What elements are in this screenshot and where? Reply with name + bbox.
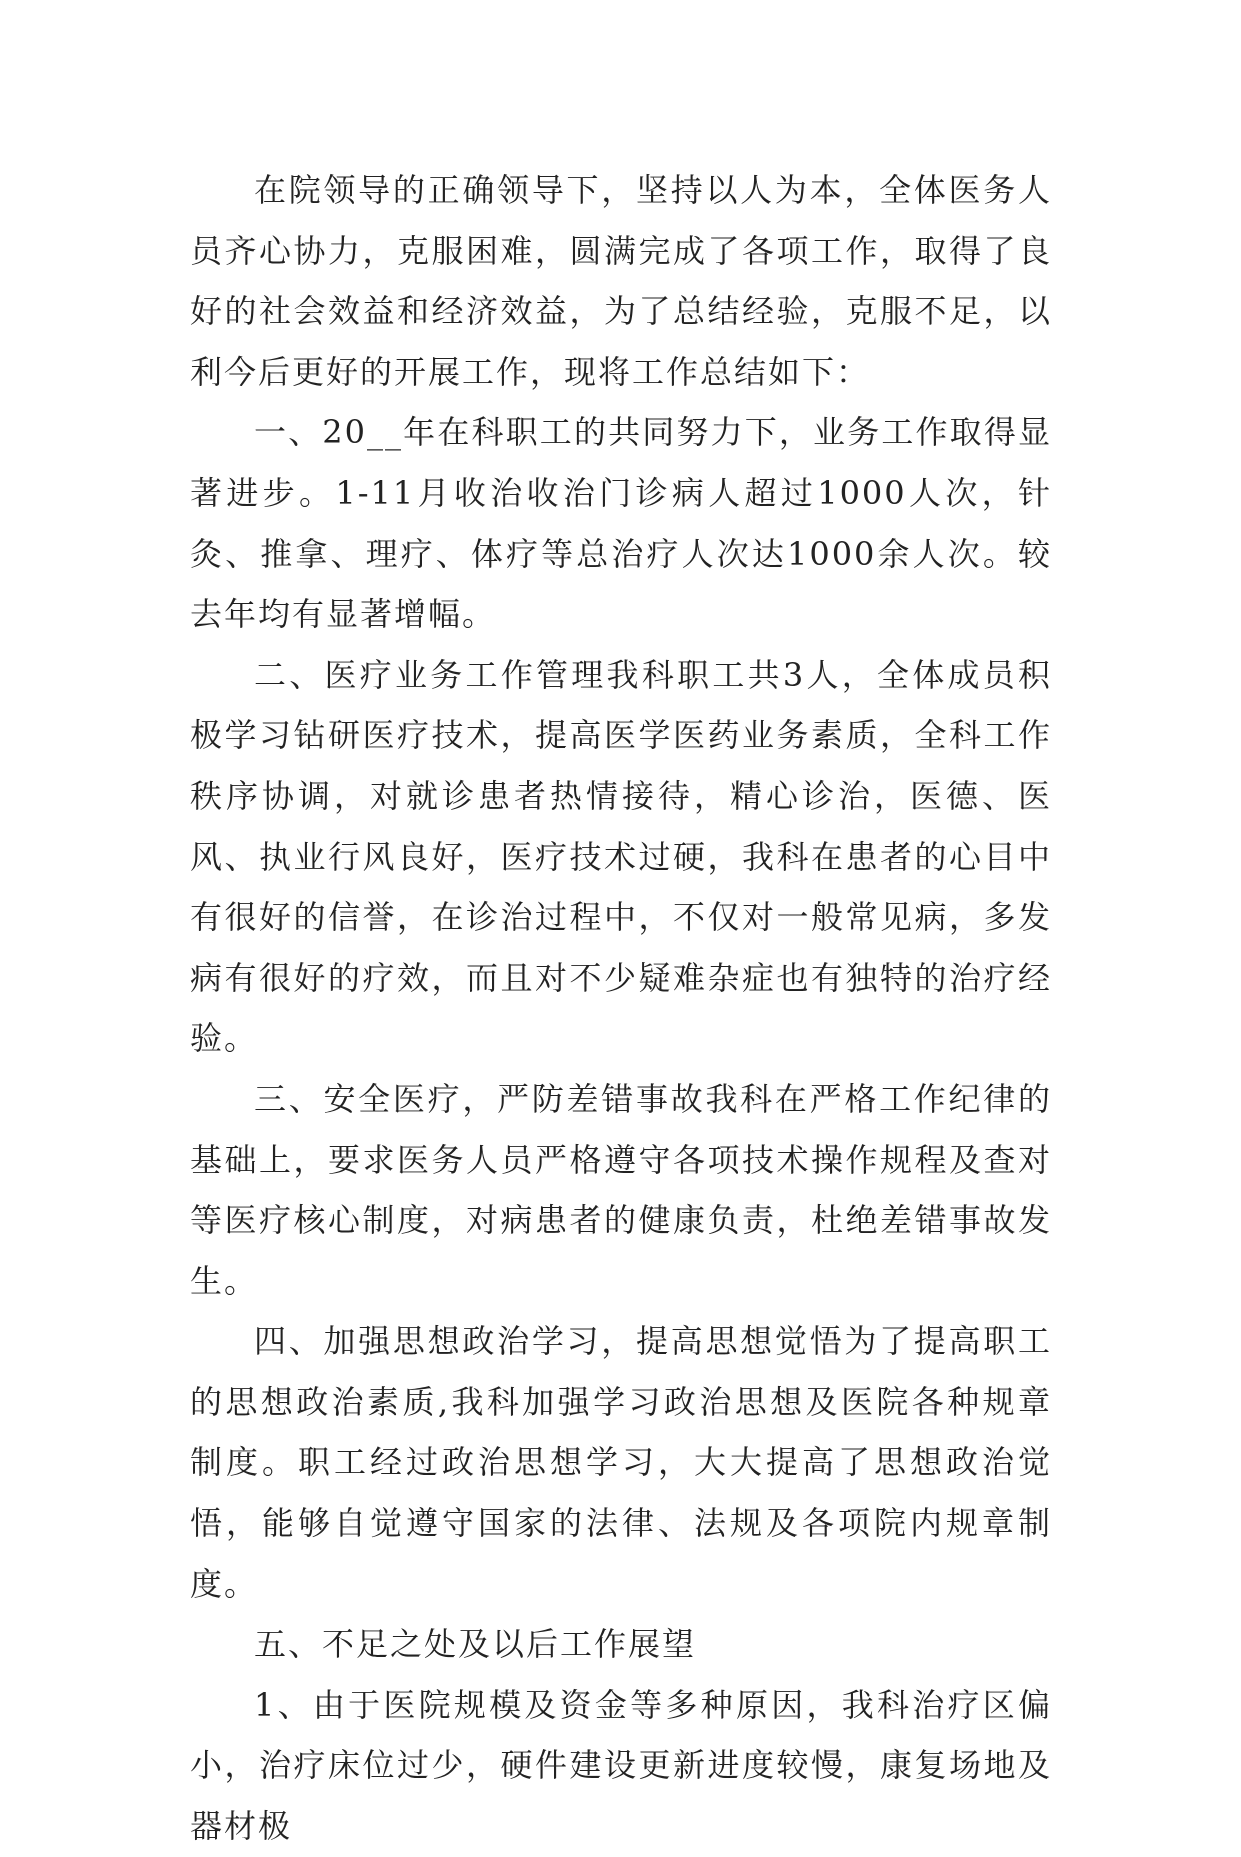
paragraph-intro: 在院领导的正确领导下，坚持以人为本，全体医务人员齐心协力，克服困难，圆满完成了各项工作，取得了良好的社会效益和经济效益，为了总结经验，克服不足，以利今后更好的开展工作，现将工作总结如下： <box>190 171 1052 391</box>
paragraph-section-5-heading: 五、不足之处及以后工作展望 <box>254 1625 697 1664</box>
paragraph-section-5-item-1: 1、由于医院规模及资金等多种原因，我科治疗区偏小，治疗床位过少，硬件建设更新进度较慢，康复场地及器材极 <box>190 1685 1052 1846</box>
paragraph-section-2: 二、医疗业务工作管理我科职工共3人，全体成员积极学习钻研医疗技术，提高医学医药业务素质，全科工作秩序协调，对就诊患者热情接待，精心诊治，医德、医风、执业行风良好，医疗技术过硬，我科在患者的心目中有很好的信誉，在诊治过程中，不仅对一般常见病，多发病有很好的疗效，而且对不少疑难杂症也有独特的治疗经验。 <box>190 655 1052 1058</box>
paragraph-section-1: 一、20__年在科职工的共同努力下，业务工作取得显著进步。1-11月收治收治门诊病人超过1000人次，针灸、推拿、理疗、体疗等总治疗人次达1000余人次。较去年均有显著增幅。 <box>190 413 1052 634</box>
paragraph-section-3: 三、安全医疗，严防差错事故我科在严格工作纪律的基础上，要求医务人员严格遵守各项技术操作规程及查对等医疗核心制度，对病患者的健康负责，杜绝差错事故发生。 <box>190 1079 1052 1300</box>
paragraph-section-4: 四、加强思想政治学习，提高思想觉悟为了提高职工的思想政治素质,我科加强学习政治思想及医院各种规章制度。职工经过政治思想学习，大大提高了思想政治觉悟，能够自觉遵守国家的法律、法规及各项院内规章制度。 <box>190 1322 1052 1603</box>
document-body <box>190 160 1052 1857</box>
